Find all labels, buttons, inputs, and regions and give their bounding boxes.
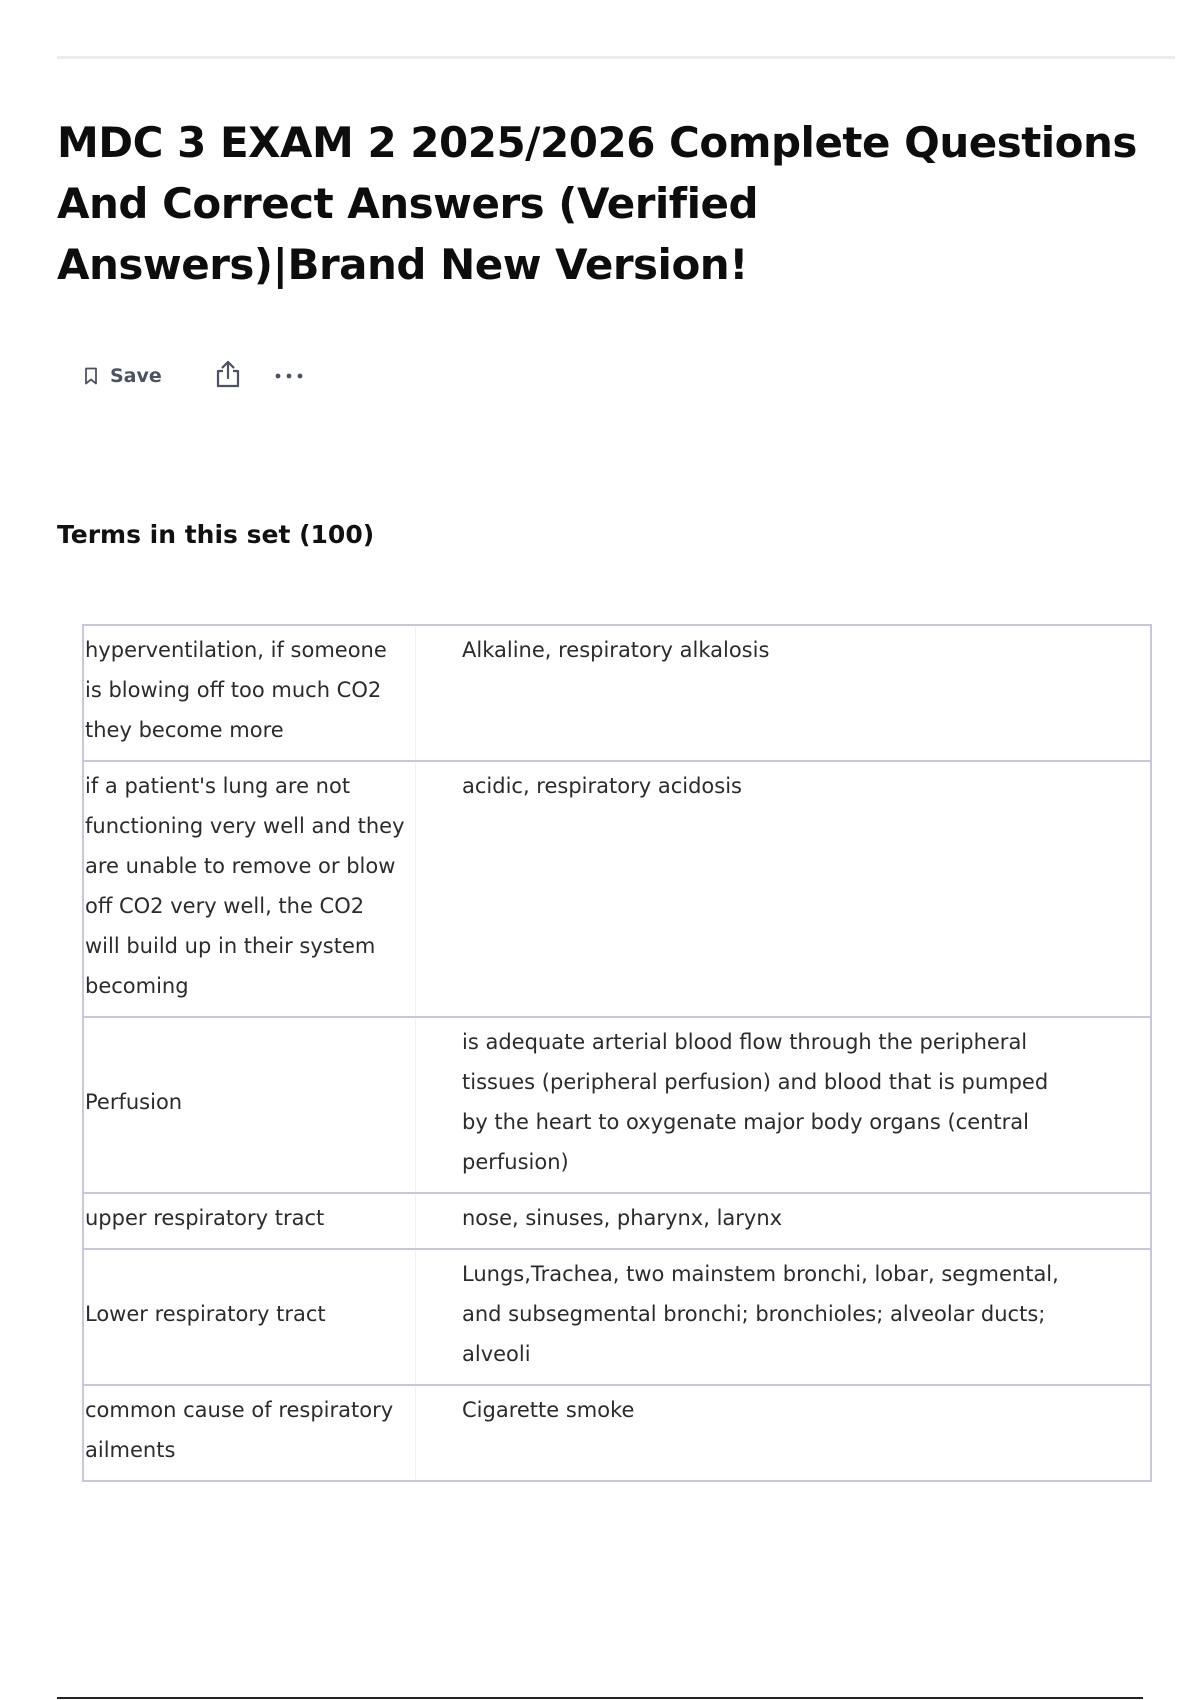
definition-cell: Alkaline, respiratory alkalosis [416, 625, 1152, 761]
more-options-icon [274, 367, 304, 385]
top-divider [57, 56, 1175, 59]
page-title: MDC 3 EXAM 2 2025/2026 Complete Questions And Correct Answers (Verified Answers)|Brand New Version! [57, 118, 1137, 289]
table-row [83, 1385, 1151, 1481]
bottom-divider [57, 1697, 1143, 1699]
definition-cell: Cigarette smoke [416, 1385, 1152, 1481]
save-button[interactable] [84, 365, 162, 387]
term-cell: Lower respiratory tract [83, 1249, 416, 1385]
terms-heading: Terms in this set (100) [57, 520, 375, 549]
definition-cell: is adequate arterial blood flow through the peripheral tissues (peripheral perfusion) and blood that is pumped by the heart to oxygenate major body organs (central perfusion) [416, 1017, 1152, 1193]
table-row [83, 1193, 1151, 1249]
table-row [83, 1017, 1151, 1193]
table-row [83, 1249, 1151, 1385]
share-icon [214, 359, 242, 394]
bookmark-icon [84, 367, 98, 385]
definition-cell: nose, sinuses, pharynx, larynx [416, 1193, 1152, 1249]
definition-cell: acidic, respiratory acidosis [416, 761, 1152, 1017]
table-row [83, 761, 1151, 1017]
share-button[interactable] [214, 359, 242, 394]
table-row [83, 625, 1151, 761]
more-options-button[interactable] [274, 367, 304, 385]
save-label: Save [110, 365, 162, 387]
definition-cell: Lungs,Trachea, two mainstem bronchi, lobar, segmental, and subsegmental bronchi; bronchioles; alveolar ducts; alveoli [416, 1249, 1152, 1385]
term-cell: if a patient's lung are not functioning very well and they are unable to remove or blow off CO2 very well, the CO2 will build up in their system becoming [83, 761, 416, 1017]
action-bar [84, 356, 304, 396]
term-cell: hyperventilation, if someone is blowing off too much CO2 they become more [83, 625, 416, 761]
term-cell: upper respiratory tract [83, 1193, 416, 1249]
term-cell: common cause of respiratory ailments [83, 1385, 416, 1481]
term-cell: Perfusion [83, 1017, 416, 1193]
terms-table [82, 624, 1152, 1482]
